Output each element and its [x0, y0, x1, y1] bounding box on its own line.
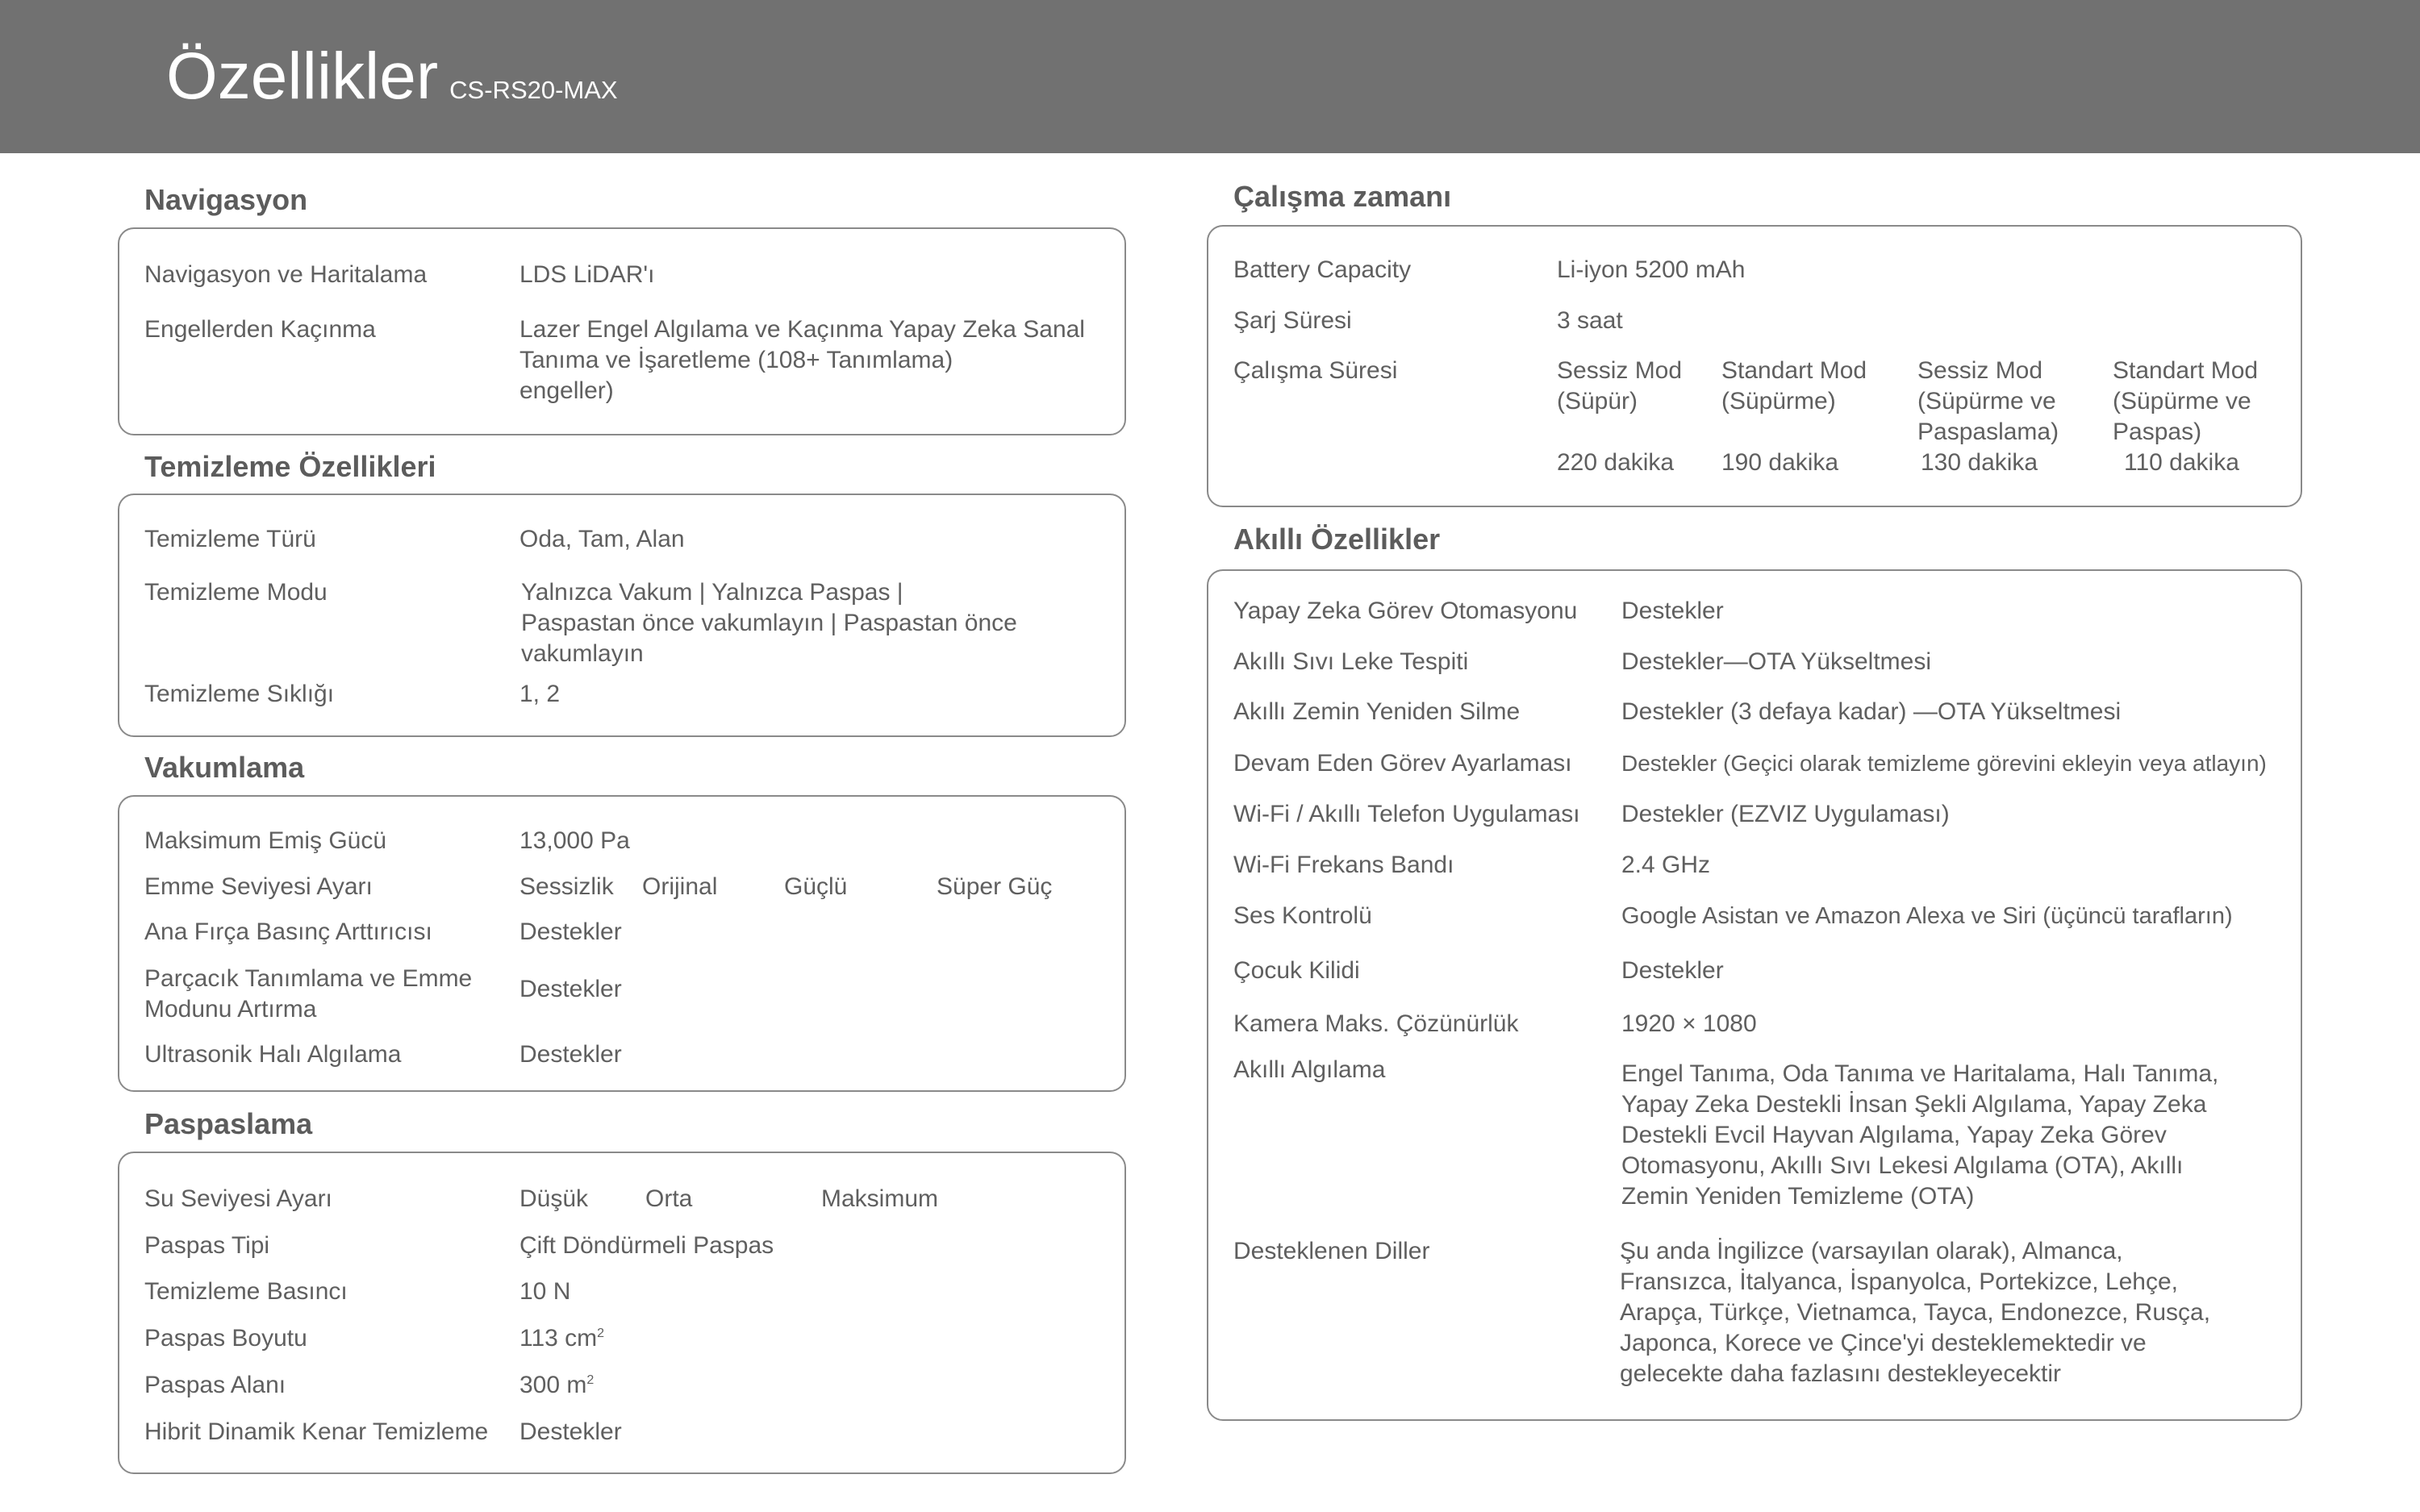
spec-label: Temizleme Sıklığı — [144, 681, 335, 707]
spec-value: Destekler — [519, 918, 622, 945]
spec-value: 13,000 Pa — [519, 827, 630, 854]
spec-label: Paspas Alanı — [144, 1372, 286, 1398]
page-title-text: Özellikler — [166, 40, 439, 113]
spec-value: Destekler — [519, 1418, 622, 1445]
spec-value: Destekler — [519, 976, 622, 1002]
water-level-option: Düşük — [519, 1185, 589, 1212]
spec-value-line: Otomasyonu, Akıllı Sıvı Lekesi Algılama (OTA), Akıllı — [1621, 1152, 2184, 1179]
mode-name-line: (Süpür) — [1557, 388, 1638, 414]
spec-label: Hibrit Dinamik Kenar Temizleme — [144, 1418, 489, 1445]
spec-value: 1, 2 — [519, 681, 561, 707]
spec-value: Google Asistan ve Amazon Alexa ve Siri (üçüncü tarafların) — [1621, 903, 2233, 929]
mode-name-line: Paspaslama) — [1917, 419, 2059, 445]
spec-label: Battery Capacity — [1233, 256, 1412, 283]
spec-value: Oda, Tam, Alan — [519, 526, 685, 552]
spec-label: Temizleme Basıncı — [144, 1278, 348, 1305]
suction-option: Güçlü — [784, 873, 848, 900]
spec-value-line: Zemin Yeniden Temizleme (OTA) — [1621, 1183, 1975, 1210]
mode-name-line: (Süpürme) — [1721, 388, 1836, 414]
suction-option: Sessizlik — [519, 873, 614, 900]
spec-label: Paspas Tipi — [144, 1232, 270, 1259]
spec-label: Temizleme Modu — [144, 579, 328, 606]
spec-value-line: Arapça, Türkçe, Vietnamca, Tayca, Endonezce, Rusça, — [1620, 1299, 2211, 1326]
spec-label: Temizleme Türü — [144, 526, 316, 552]
spec-label-line: Modunu Artırma — [144, 996, 317, 1023]
mode-name-line: Sessiz Mod — [1917, 357, 2043, 384]
spec-value: 113 $cm^2$ — [519, 1325, 605, 1352]
spec-label: Paspas Boyutu — [144, 1325, 307, 1352]
spec-label: Maksimum Emiş Gücü — [144, 827, 387, 854]
spec-value-line: Engel Tanıma, Oda Tanıma ve Haritalama, Halı Tanıma, — [1621, 1060, 2219, 1087]
mode-runtime: 130 dakika — [1921, 449, 2038, 476]
model-number: CS-RS20-MAX — [449, 76, 618, 104]
spec-value: Destekler—OTA Yükseltmesi — [1621, 648, 1932, 675]
spec-label: Wi-Fi Frekans Bandı — [1233, 852, 1454, 878]
spec-value-line: engeller) — [519, 377, 614, 404]
spec-value-line: vakumlayın — [521, 640, 644, 667]
spec-value: Destekler — [1621, 598, 1724, 624]
mode-runtime: 110 dakika — [2124, 449, 2239, 476]
page-title — [166, 40, 618, 113]
spec-label: Ana Fırça Basınç Arttırıcısı — [144, 918, 432, 945]
spec-value: 2.4 GHz — [1621, 852, 1711, 878]
section-title-smart: Akıllı Özellikler — [1233, 523, 1441, 556]
spec-value-line: Paspastan önce vakumlayın | Paspastan önce — [521, 610, 1017, 636]
spec-value: 3 saat — [1557, 307, 1623, 334]
spec-value: 10 N — [519, 1278, 571, 1305]
spec-value: 1920 × 1080 — [1621, 1010, 1757, 1037]
section-title-mopping: Paspaslama — [144, 1107, 313, 1140]
section-title-runtime: Çalışma zamanı — [1233, 180, 1452, 213]
spec-label: Emme Seviyesi Ayarı — [144, 873, 373, 900]
spec-value-line: Şu anda İngilizce (varsayılan olarak), Almanca, — [1620, 1238, 2123, 1264]
spec-value: Destekler (EZVIZ Uygulaması) — [1621, 801, 1950, 827]
spec-value: Çift Döndürmeli Paspas — [519, 1232, 774, 1259]
spec-value: Destekler — [519, 1041, 622, 1068]
section-title-navigation: Navigasyon — [144, 183, 308, 216]
mode-name-line: Standart Mod — [2113, 357, 2259, 384]
mode-runtime: 190 dakika — [1721, 449, 1839, 476]
spec-label: Kamera Maks. Çözünürlük — [1233, 1010, 1519, 1037]
mode-name-line: (Süpürme ve — [1917, 388, 2056, 414]
mode-name-line: (Süpürme ve — [2113, 388, 2251, 414]
spec-value: Destekler (Geçici olarak temizleme görevini ekleyin veya atlayın) — [1621, 751, 2267, 776]
page-header — [0, 0, 2420, 153]
mode-name-line: Standart Mod — [1721, 357, 1867, 384]
section-title-vacuum: Vakumlama — [144, 751, 305, 784]
spec-value: 300 $m^2$ — [519, 1372, 595, 1398]
spec-value: LDS LiDAR'ı — [519, 261, 655, 288]
water-level-option: Orta — [645, 1185, 693, 1212]
mode-name-line: Sessiz Mod — [1557, 357, 1683, 384]
spec-value: Destekler (3 defaya kadar) —OTA Yükseltmesi — [1621, 698, 2122, 725]
suction-option: Orijinal — [642, 873, 718, 900]
spec-value-line: Yapay Zeka Destekli İnsan Şekli Algılama, Yapay Zeka — [1621, 1091, 2207, 1118]
spec-value-line: Destekli Evcil Hayvan Algılama, Yapay Zeka Görev — [1621, 1122, 2167, 1148]
spec-label: Çocuk Kilidi — [1233, 957, 1360, 984]
mode-name-line: Paspas) — [2113, 419, 2202, 445]
spec-label: Yapay Zeka Görev Otomasyonu — [1233, 598, 1578, 624]
spec-label: Desteklenen Diller — [1233, 1238, 1430, 1264]
spec-label-line: Parçacık Tanımlama ve Emme — [144, 965, 473, 992]
spec-label: Su Seviyesi Ayarı — [144, 1185, 332, 1212]
spec-label: Engellerden Kaçınma — [144, 316, 376, 343]
spec-label: Devam Eden Görev Ayarlaması — [1233, 750, 1572, 777]
spec-label: Çalışma Süresi — [1233, 357, 1398, 384]
spec-value-line: Japonca, Korece ve Çince'yi desteklemektedir ve — [1620, 1330, 2147, 1356]
spec-value: Destekler — [1621, 957, 1724, 984]
spec-label: Navigasyon ve Haritalama — [144, 261, 428, 288]
spec-value: Li-iyon 5200 mAh — [1557, 256, 1746, 283]
spec-label: Akıllı Sıvı Leke Tespiti — [1233, 648, 1469, 675]
spec-value-line: Lazer Engel Algılama ve Kaçınma Yapay Zeka Sanal — [519, 316, 1085, 343]
spec-label: Ses Kontrolü — [1233, 902, 1372, 929]
suction-option: Süper Güç — [937, 873, 1053, 900]
spec-label: Wi-Fi / Akıllı Telefon Uygulaması — [1233, 801, 1580, 827]
spec-value-line: gelecekte daha fazlasını destekleyecektir — [1620, 1360, 2061, 1387]
spec-label: Akıllı Zemin Yeniden Silme — [1233, 698, 1521, 725]
mode-runtime: 220 dakika — [1557, 449, 1675, 476]
section-title-cleaning: Temizleme Özellikleri — [144, 450, 436, 483]
spec-value-line: Yalnızca Vakum | Yalnızca Paspas | — [521, 579, 903, 606]
water-level-option: Maksimum — [821, 1185, 939, 1212]
spec-label: Ultrasonik Halı Algılama — [144, 1041, 402, 1068]
spec-label: Akıllı Algılama — [1233, 1056, 1386, 1083]
spec-label: Şarj Süresi — [1233, 307, 1352, 334]
spec-value-line: Fransızca, İtalyanca, İspanyolca, Portekizce, Lehçe, — [1620, 1268, 2179, 1295]
spec-value-line: Tanıma ve İşaretleme (108+ Tanımlama) — [519, 347, 953, 373]
